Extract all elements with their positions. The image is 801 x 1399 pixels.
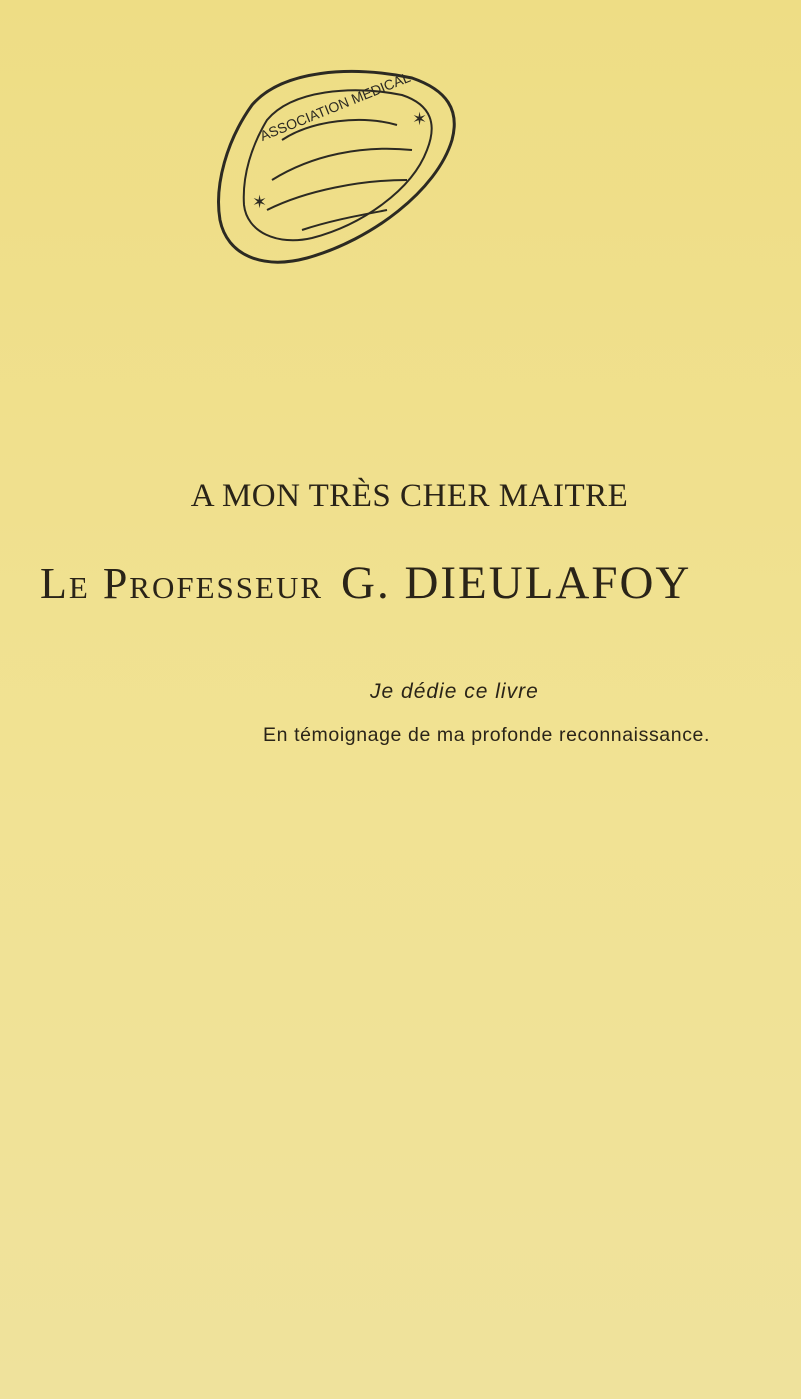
professor-line: [40, 556, 691, 610]
library-stamp-icon: [212, 60, 462, 270]
dedication-heading: A MON TRÈS CHER MAITRE: [190, 478, 629, 514]
svg-text:✶: ✶: [412, 109, 428, 129]
stamp-text: ASSOCIATION MEDICAL: [257, 68, 413, 144]
professor-title: Le Professeur: [40, 559, 324, 608]
gratitude-line: En témoignage de ma profonde reconnaissance.: [263, 724, 711, 746]
professor-name: G. DIEULAFOY: [341, 557, 692, 609]
svg-text:✶: ✶: [252, 192, 268, 212]
dedication-line: Je dédie ce livre: [370, 680, 539, 703]
